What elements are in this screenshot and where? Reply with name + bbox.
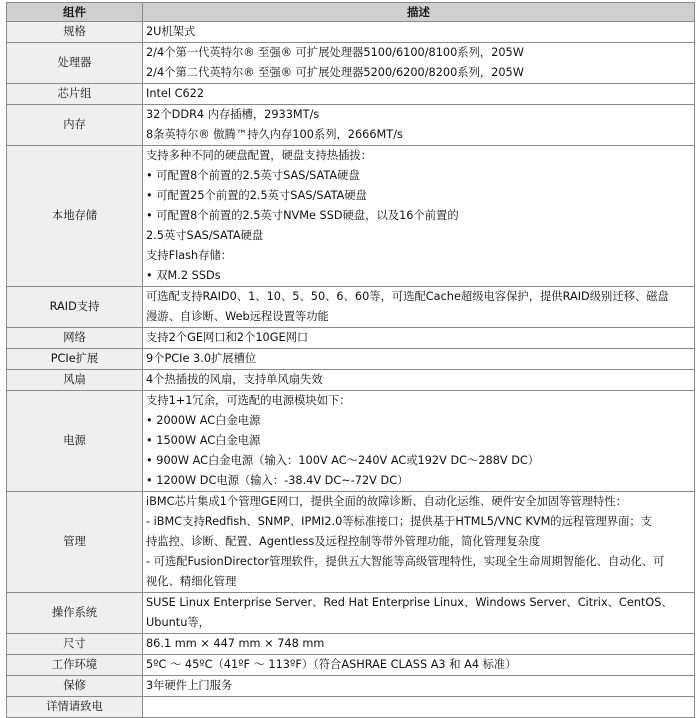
description-line: 32个DDR4 内存插槽，2933MT/s [146, 108, 320, 121]
row-label: 规格 [7, 22, 143, 43]
row-description [143, 287, 695, 328]
description-line: 支持2个GE网口和2个10GE网口 [146, 331, 309, 344]
row-description [143, 676, 695, 697]
description-line: Intel C622 [146, 87, 205, 100]
row-label: 保修 [7, 676, 143, 697]
table-row [7, 655, 695, 676]
table-header-row [7, 3, 695, 22]
row-description [143, 146, 695, 287]
row-description [143, 84, 695, 105]
description-line: 持监控、诊断、配置、Agentless及远程控制等带外管理功能，简化管理复杂度 [146, 535, 541, 548]
row-label: 操作系统 [7, 593, 143, 634]
description-line: iBMC芯片集成1个管理GE网口，提供全面的故障诊断、自动化运维、硬件安全加固等管理特性： [146, 495, 627, 508]
row-description [143, 492, 695, 593]
row-label: RAID支持 [7, 287, 143, 328]
table-body [7, 22, 695, 718]
table-row [7, 43, 695, 84]
row-label: 详情请致电 [7, 697, 143, 718]
table-row [7, 146, 695, 287]
description-line: SUSE Linux Enterprise Server、Red Hat Enterprise Linux、Windows Server、Citrix、CentOS、 [146, 596, 673, 609]
description-line: 2U机架式 [146, 25, 196, 38]
spec-table [6, 2, 695, 718]
column-header-description: 描述 [143, 3, 695, 22]
table-row [7, 697, 695, 718]
description-line: • 可配置25个前置的2.5英寸SAS/SATA硬盘 [146, 189, 367, 202]
description-line: • 双M.2 SSDs [146, 269, 221, 282]
table-row [7, 349, 695, 370]
spec-table-container [6, 2, 694, 718]
description-line: • 1500W AC白金电源 [146, 434, 261, 447]
row-description [143, 328, 695, 349]
row-description [143, 593, 695, 634]
table-row [7, 593, 695, 634]
description-line: 支持1+1冗余，可选配的电源模块如下： [146, 394, 351, 407]
table-row [7, 105, 695, 146]
row-label: 管理 [7, 492, 143, 593]
row-description [143, 655, 695, 676]
table-row [7, 84, 695, 105]
row-label: 风扇 [7, 370, 143, 391]
row-description [143, 370, 695, 391]
table-row [7, 328, 695, 349]
row-description [143, 391, 695, 492]
description-line: 2/4个第一代英特尔® 至强® 可扩展处理器5100/6100/8100系列，205W [146, 46, 524, 59]
description-line: - 可选配FusionDirector管理软件，提供五大智能等高级管理特性，实现全生命周期智能化、自动化、可 [146, 555, 665, 568]
description-line: 86.1 mm × 447 mm × 748 mm [146, 637, 325, 650]
description-line: • 900W AC白金电源（输入：100V AC～240V AC或192V DC～288V DC） [146, 454, 540, 467]
row-label: PCIe扩展 [7, 349, 143, 370]
description-line: • 2000W AC白金电源 [146, 414, 261, 427]
description-line: Ubuntu等， [146, 616, 210, 629]
description-line: 2/4个第二代英特尔® 至强® 可扩展处理器5200/6200/8200系列，205W [146, 66, 524, 79]
column-header-component: 组件 [7, 3, 143, 22]
row-label: 尺寸 [7, 634, 143, 655]
description-line: 2.5英寸SAS/SATA硬盘 [146, 229, 264, 242]
row-label: 电源 [7, 391, 143, 492]
description-line: 4个热插拔的风扇，支持单风扇失效 [146, 373, 323, 386]
row-description [143, 697, 695, 718]
row-label: 本地存储 [7, 146, 143, 287]
description-line: 可选配支持RAID0、1、10、5、50、6、60等，可选配Cache超级电容保护，提供RAID级别迁移、磁盘 [146, 290, 669, 303]
description-line: 3年硬件上门服务 [146, 679, 233, 692]
table-row [7, 370, 695, 391]
table-row [7, 391, 695, 492]
description-line: 9个PCIe 3.0扩展槽位 [146, 352, 257, 365]
description-line: 漫游、自诊断、Web远程设置等功能 [146, 310, 329, 323]
table-row [7, 676, 695, 697]
description-line: • 可配置8个前置的2.5英寸NVMe SSD硬盘，以及16个前置的 [146, 209, 459, 222]
table-row [7, 492, 695, 593]
description-line: • 1200W DC电源（输入：-38.4V DC~-72V DC） [146, 474, 409, 487]
row-label: 处理器 [7, 43, 143, 84]
row-description [143, 22, 695, 43]
row-label: 网络 [7, 328, 143, 349]
description-line: - iBMC支持Redfish、SNMP、IPMI2.0等标准接口；提供基于HTML5/VNC KVM的远程管理界面；支 [146, 515, 652, 528]
row-description [143, 634, 695, 655]
table-row [7, 634, 695, 655]
description-line: 5ºC ～ 45ºC（41ºF ～ 113ºF）（符合ASHRAE CLASS A3 和 A4 标准） [146, 658, 517, 671]
description-line: 支持多种不同的硬盘配置，硬盘支持热插拔： [146, 149, 372, 162]
table-row [7, 22, 695, 43]
row-label: 芯片组 [7, 84, 143, 105]
row-description [143, 349, 695, 370]
description-line: • 可配置8个前置的2.5英寸SAS/SATA硬盘 [146, 169, 360, 182]
description-line: 8条英特尔® 傲腾™持久内存100系列，2666MT/s [146, 128, 403, 141]
row-description [143, 43, 695, 84]
description-line: 支持Flash存储： [146, 249, 233, 262]
row-label: 内存 [7, 105, 143, 146]
row-label: 工作环境 [7, 655, 143, 676]
row-description [143, 105, 695, 146]
table-row [7, 287, 695, 328]
description-line: 视化、精细化管理 [146, 575, 237, 588]
